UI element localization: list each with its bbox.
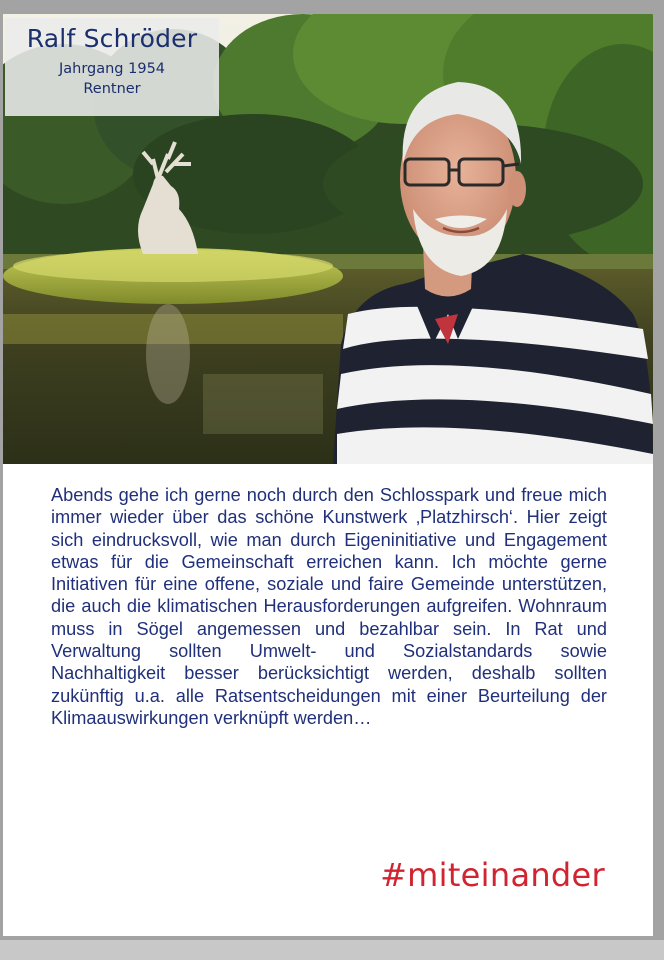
flyer-page [3,14,653,936]
statement-text: Abends gehe ich gerne noch durch den Schlosspark und freue mich immer wieder über das schöne Kunstwerk ‚Platzhirsch‘. Hier zeigt sich eindrucksvoll, wie man durch Eigeninitiative und Engagement etwas für die Gemeinschaft erreichen kann. Ich möchte gerne Initiativen für eine offene, soziale und faire Gemeinde unterstützen, die auch die klimatischen Herausforderungen aufgreifen. Wohnraum muss in Sögel angemessen und bezahlbar sein. In Rat und Verwaltung sollten Umwelt- und Sozialstandards sowie Nachhaltigkeit besser berücksichtigt werden, deshalb sollten zukünftig u.a. alle Ratsentscheidungen mit einer Beurteilung der Klimaauswirkungen verknüpft werden… [51,485,607,728]
profile-occupation: Rentner [83,81,141,97]
portrait-photo [3,14,653,464]
profile-year: Jahrgang 1954 [58,61,166,77]
hashtag-slogan: #miteinander [380,856,605,894]
profile-name-box [5,18,219,116]
bottom-margin-bar [0,940,664,960]
profile-name: Ralf Schröder [26,24,198,53]
